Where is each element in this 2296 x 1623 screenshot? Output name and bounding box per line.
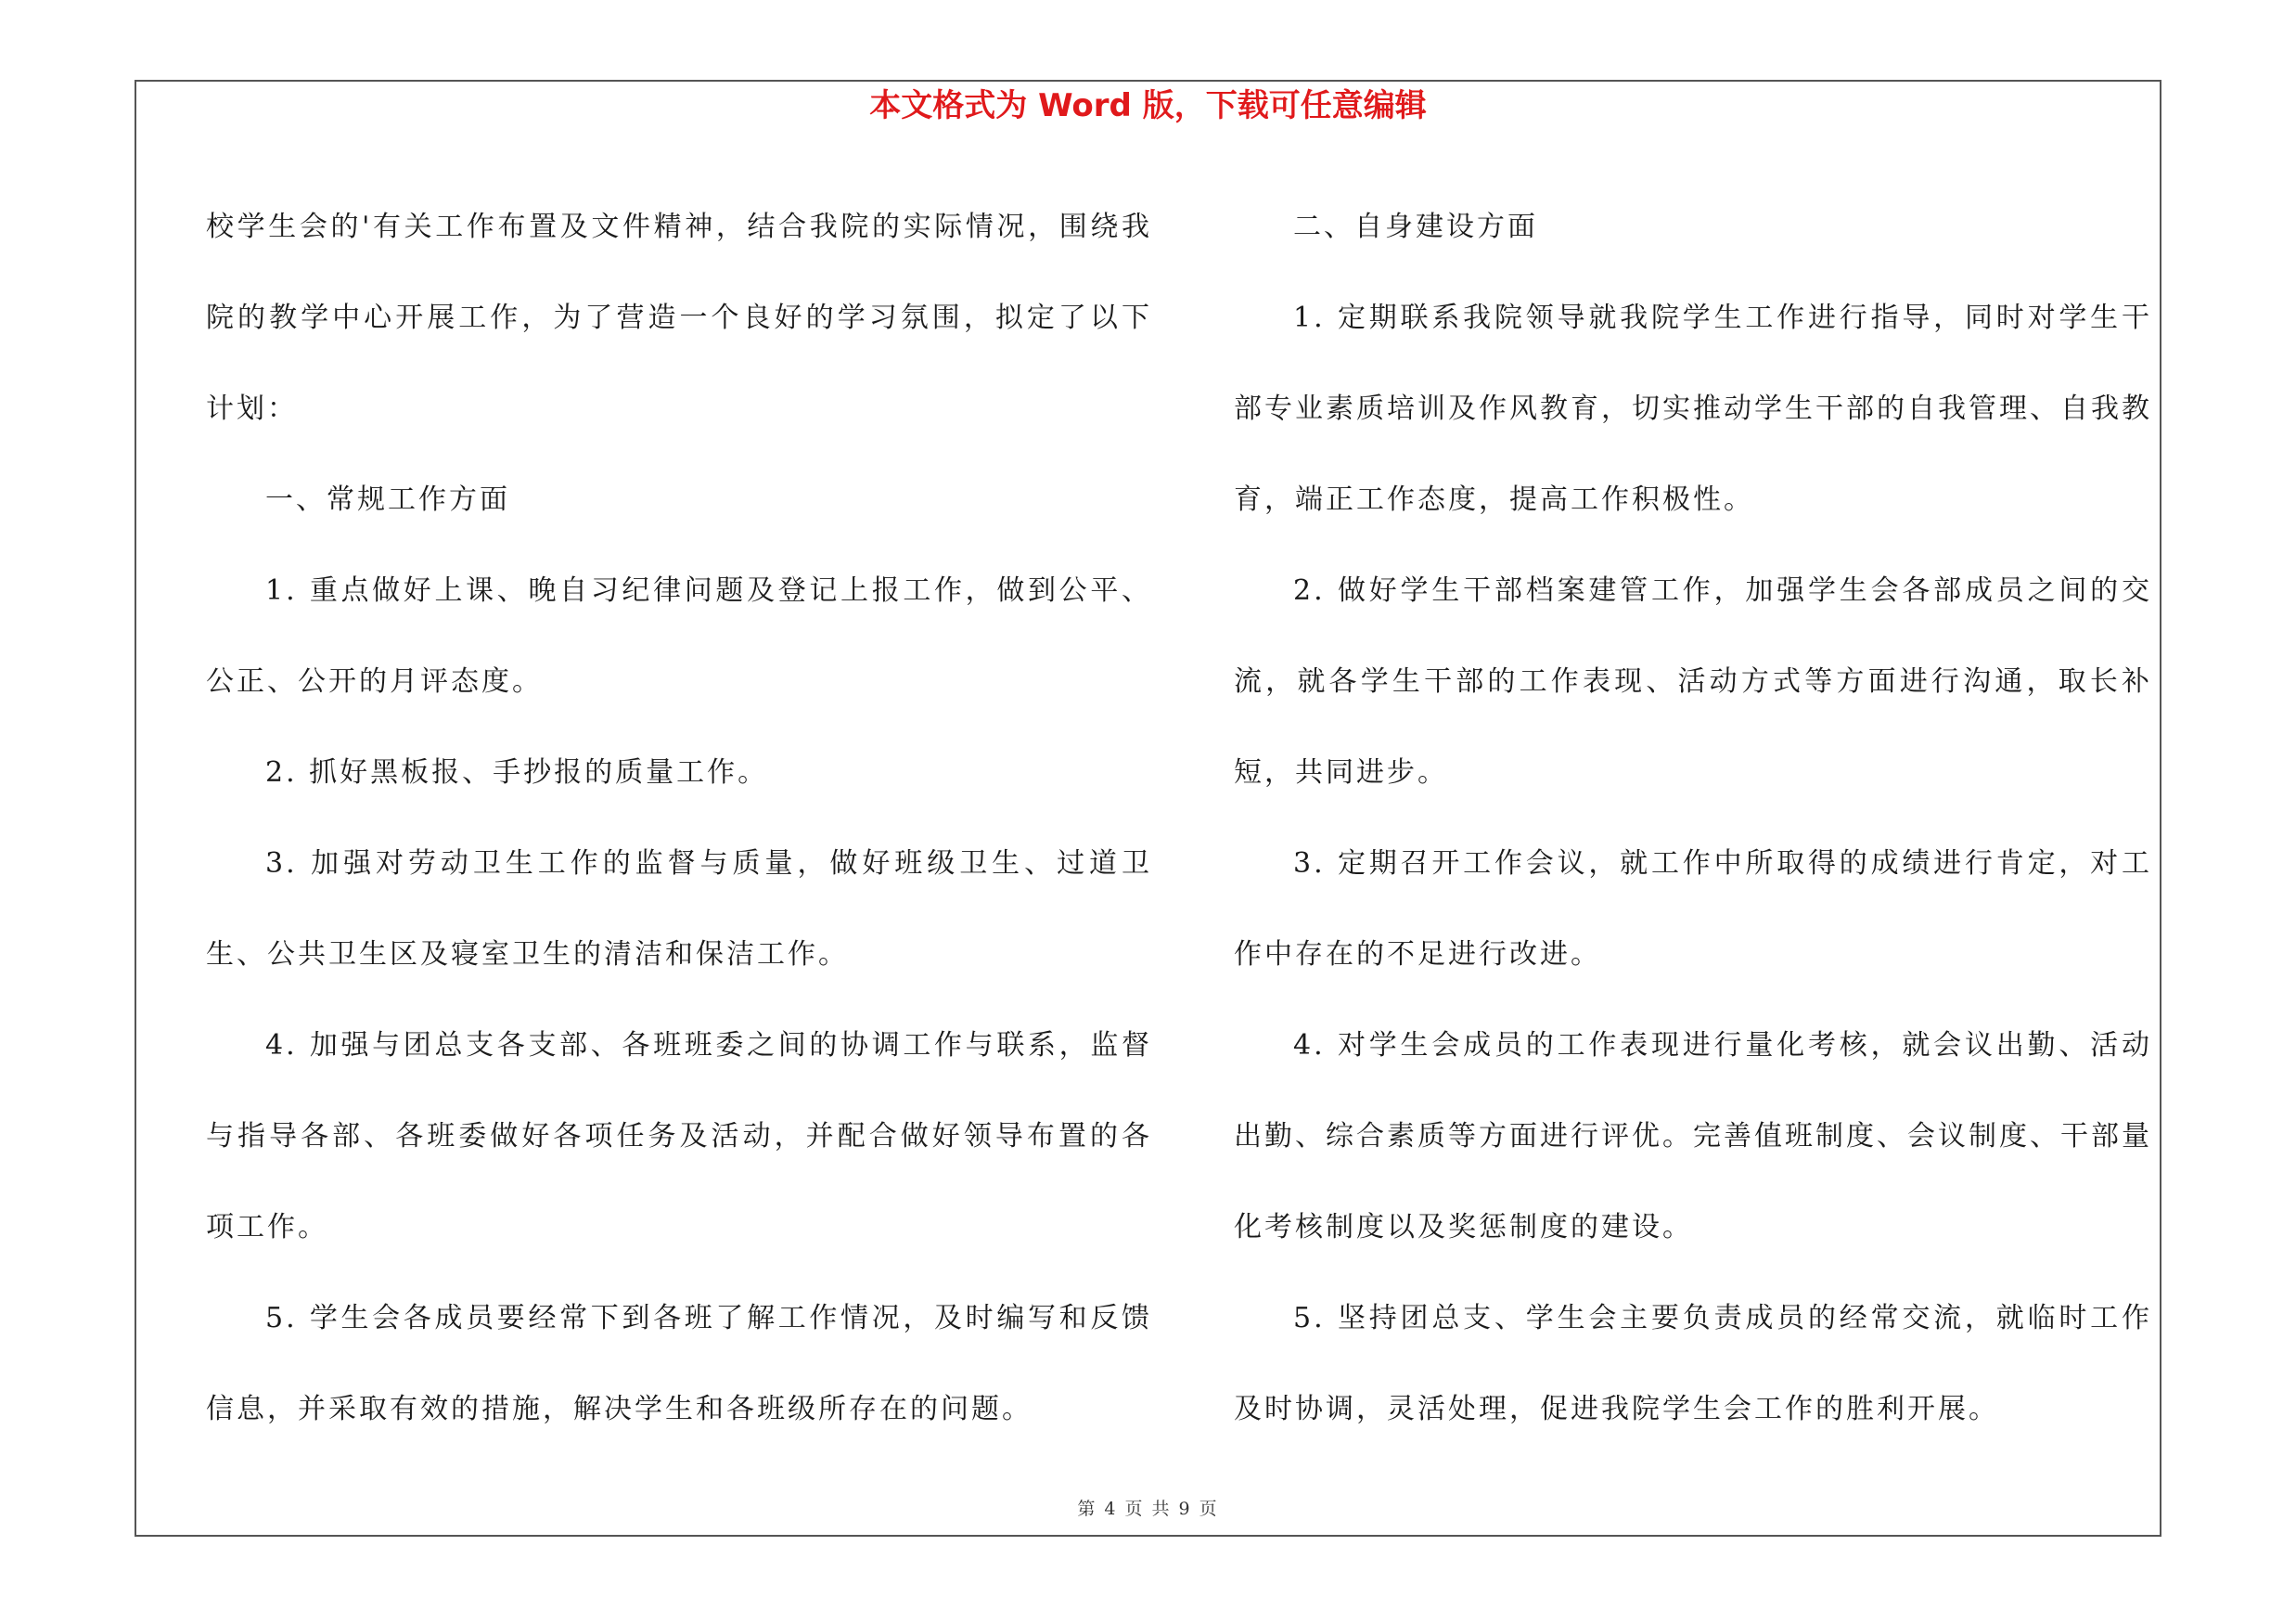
list-item: 1. 定期联系我院领导就我院学生工作进行指导，同时对学生干部专业素质培训及作风教育，切实推动学生干部的自我管理、自我教育，端正工作态度，提高工作积极性。 [1234, 302, 2152, 516]
list-item: 5. 坚持团总支、学生会主要负责成员的经常交流，就临时工作及时协调，灵活处理，促进我院学生会工作的胜利开展。 [1234, 1302, 2152, 1425]
list-item: 4. 加强与团总支各支部、各班班委之间的协调工作与联系，监督与指导各部、各班委做好各项任务及活动，并配合做好领导布置的各项工作。 [206, 1029, 1152, 1243]
list-item: 2. 抓好黑板报、手抄报的质量工作。 [265, 756, 769, 789]
paragraph: 校学生会的'有关工作布置及文件精神，结合我院的实际情况，围绕我院的教学中心开展工作，为了营造一个良好的学习氛围，拟定了以下计划： [206, 211, 1152, 425]
right-column [1234, 182, 2152, 1455]
section-heading-routine-work: 一、常规工作方面 [265, 483, 510, 516]
left-column [206, 182, 1152, 1455]
list-item: 3. 定期召开工作会议，就工作中所取得的成绩进行肯定，对工作中存在的不足进行改进。 [1234, 847, 2152, 971]
page-number-footer: 第 4 页 共 9 页 [1077, 1499, 1219, 1519]
list-item: 1. 重点做好上课、晚自习纪律问题及登记上报工作，做到公平、公正、公开的月评态度。 [206, 574, 1152, 698]
list-item: 3. 加强对劳动卫生工作的监督与质量，做好班级卫生、过道卫生、公共卫生区及寝室卫生的清洁和保洁工作。 [206, 847, 1152, 971]
word-format-banner: 本文格式为 Word 版，下载可任意编辑 [869, 87, 1427, 124]
list-item: 5. 学生会各成员要经常下到各班了解工作情况，及时编写和反馈信息，并采取有效的措施，解决学生和各班级所存在的问题。 [206, 1302, 1152, 1425]
list-item: 4. 对学生会成员的工作表现进行量化考核，就会议出勤、活动出勤、综合素质等方面进行评优。完善值班制度、会议制度、干部量化考核制度以及奖惩制度的建设。 [1234, 1029, 2152, 1243]
list-item: 2. 做好学生干部档案建管工作，加强学生会各部成员之间的交流，就各学生干部的工作表现、活动方式等方面进行沟通，取长补短，共同进步。 [1234, 574, 2152, 789]
section-heading-self-building: 二、自身建设方面 [1293, 211, 1538, 243]
